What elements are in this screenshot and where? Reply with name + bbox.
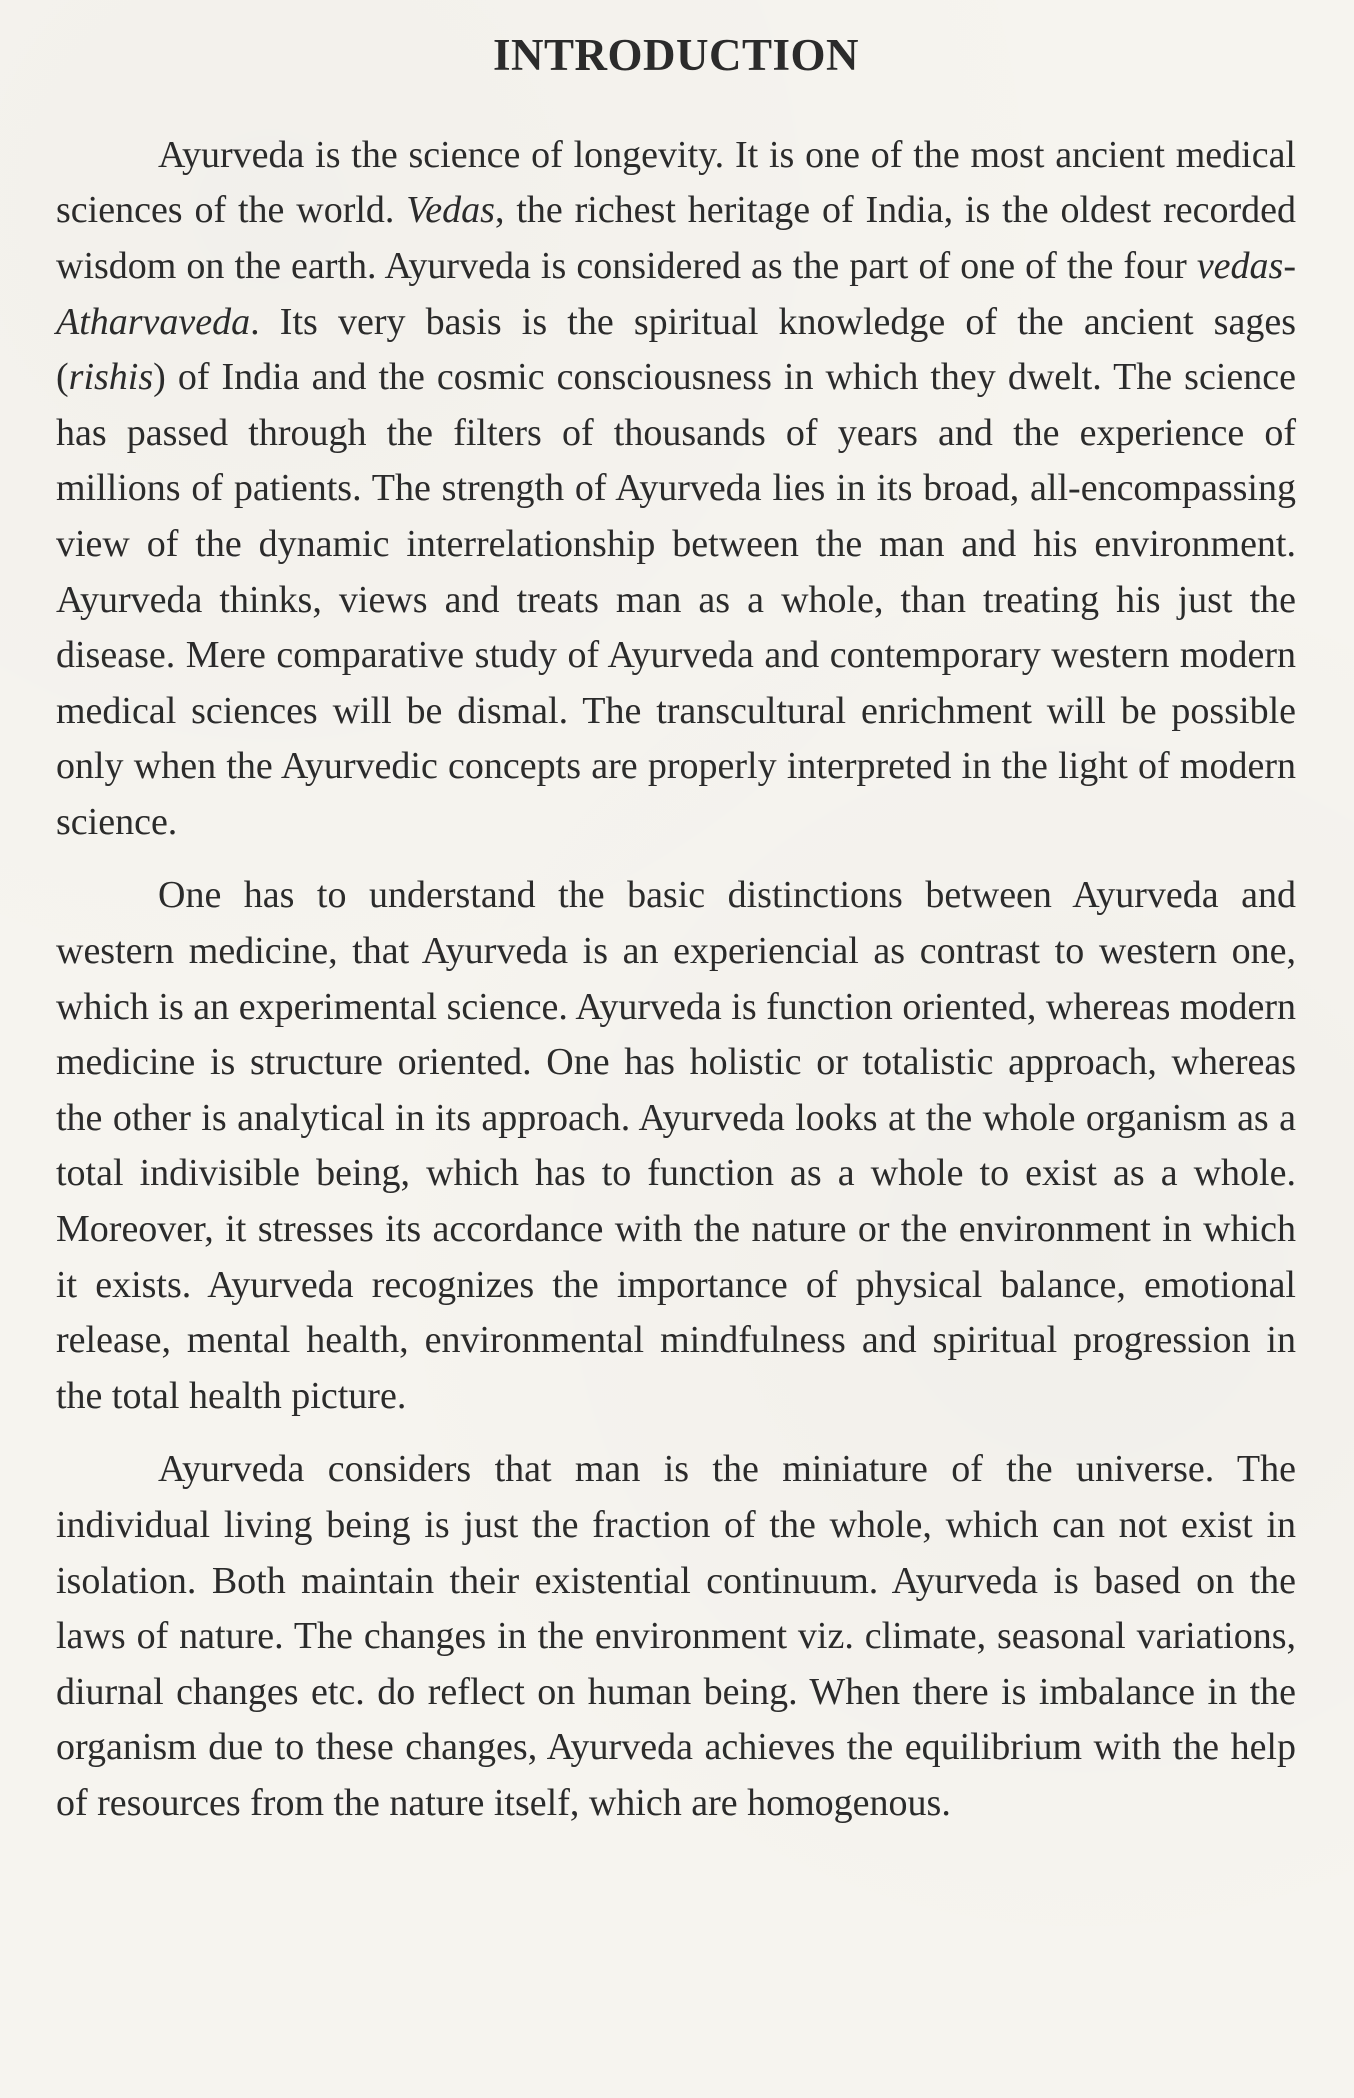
paragraph-1-segment: , the richest heritage of India, is the oldest recorded wisdom on the earth. Ayurveda is considered as the part of one of the four bbox=[56, 189, 1296, 287]
paragraph-2-segment: One has to understand the basic distinctions between Ayurveda and western medicine, that Ayurveda is an experiencial as contrast to western one, which is an experimental science. Ayurveda is function oriented, whereas modern medicine is structure oriented. One has holistic or totalistic approach, whereas the other is analytical in its approach. Ayurveda looks at the whole organism as a total indivisible being, which has to function as a whole to exist as a whole. Moreover, it stresses its accordance with the nature or the environment in which it exists. Ayurveda recognizes the importance of physical balance, emotional release, mental health, environmental mindfulness and spiritual progression in the total health picture. bbox=[56, 874, 1296, 1417]
paragraph-1 bbox=[56, 128, 1296, 851]
paragraph-3-segment: Ayurveda considers that man is the miniature of the universe. The individual living being is just the fraction of the whole, which can not exist in isolation. Both maintain their existential continuum. Ayurveda is based on the laws of nature. The changes in the environment viz. climate, seasonal variations, diurnal changes etc. do reflect on human being. When there is imbalance in the organism due to these changes, Ayurveda achieves the equilibrium with the help of resources from the nature itself, which are homogenous. bbox=[56, 1448, 1296, 1824]
paragraph-1-segment-italic: vedas-Atharvaveda bbox=[56, 244, 1296, 343]
paragraph-1-segment: ) of India and the cosmic consciousness in which they dwelt. The science has passed through the filters of thousands of years and the experience of millions of patients. The strength of Ayurveda lies in its broad, all-encompassing view of the dynamic interrelationship between the man and his environment. Ayurveda thinks, views and treats man as a whole, than treating his just the disease. Mere comparative study of Ayurveda and contemporary western modern medical sciences will be dismal. The transcultural enrichment will be possible only when the Ayurvedic concepts are properly interpreted in the light of modern science. bbox=[56, 356, 1296, 843]
paragraph-1-segment-italic: Vedas bbox=[406, 189, 495, 232]
paragraph-1-segment: Ayurveda is the science of longevity. It is one of the most ancient medical sciences of the world. bbox=[56, 133, 1296, 232]
paragraph-1-segment: . Its very basis is the spiritual knowledge of the ancient sages ( bbox=[56, 300, 1296, 399]
paragraph-1-segment-italic: rishis bbox=[68, 356, 154, 399]
paragraph-2 bbox=[56, 868, 1296, 1424]
page-title: INTRODUCTION bbox=[492, 30, 860, 80]
paragraph-3 bbox=[56, 1442, 1296, 1831]
